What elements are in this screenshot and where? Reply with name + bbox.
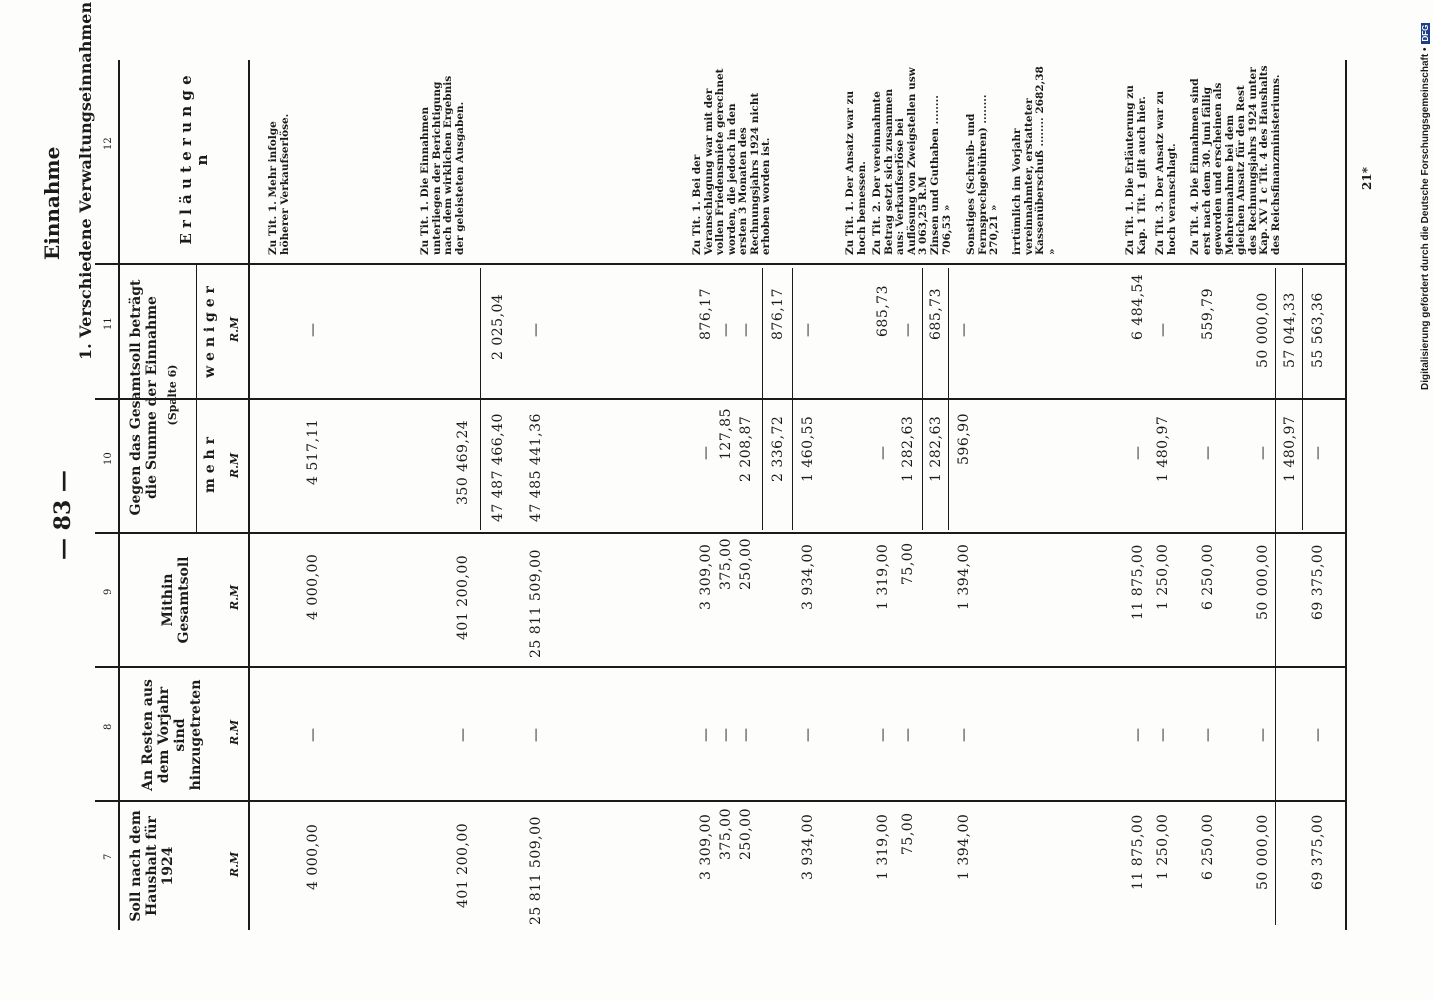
unit-reste: R.M: [228, 719, 241, 745]
table-cell-mehr: 350 469,24: [455, 419, 471, 505]
unit-soll: R.M: [228, 851, 241, 877]
table-cell-soll: 1 319,00: [875, 813, 891, 880]
subtotal-rule: [762, 268, 763, 530]
subtotal-rule: [922, 268, 923, 530]
table-cell-gesamtsoll: 69 375,00: [1310, 544, 1326, 620]
table-cell-gesamtsoll: 3 934,00: [800, 543, 816, 610]
header-gegen: Gegen das Gesamtsoll beträgt die Summe der Einnahme: [128, 279, 160, 516]
table-cell-mehr: —: [698, 445, 714, 460]
column-divider-5: [95, 263, 1345, 265]
table-cell-mehr: 1 282,63: [928, 415, 944, 482]
table-cell-reste: —: [528, 727, 544, 742]
table-cell-gesamtsoll: 11 875,00: [1130, 544, 1146, 620]
table-cell-weniger: 876,17: [770, 288, 786, 340]
table-cell-gesamtsoll: 6 250,00: [1200, 543, 1216, 610]
unit-mehr: R.M: [228, 452, 241, 478]
table-cell-gesamtsoll: 375,00: [718, 538, 734, 590]
note-4c: Zinsen und Guthaben ........ 706,53 »: [929, 95, 953, 255]
table-cell-reste: —: [1155, 727, 1171, 742]
note-2: Zu Tit. 1. Die Einnahmen unterliegen der Berichtigung nach dem wirklichen Ergebnis der geleisteten Ausgaben.: [419, 75, 466, 255]
table-cell-mehr: 1 460,55: [800, 415, 816, 482]
digitization-credit: [1418, 10, 1432, 390]
table-cell-soll: 69 375,00: [1310, 814, 1326, 890]
table-cell-soll: 3 309,00: [698, 813, 714, 880]
table-cell-reste: —: [1255, 727, 1271, 742]
note-5b: Zu Tit. 3. Der Ansatz war zu hoch veranschlagt.: [1154, 90, 1178, 255]
note-3: Zu Tit. 1. Bei der Veranschlagung war mit der vollen Friedensmiete gerechnet worden, die jedoch in den ersten 3 Monaten des Rechnungsjahrs 1924 nicht erhoben worden ist.: [691, 68, 772, 255]
note-5c: Zu Tit. 4. Die Einnahmen sind erst nach dem 30. Juni fällig geworden und erscheinen als Mehreinnahme bei dem gleichen Ansatz für den Rest des Rechnungsjahrs 1924 unter Kap. XV 1 c Tit. 4 des Haushalts des Reichsfinanzministeriums.: [1189, 65, 1282, 255]
table-cell-mehr: 47 485 441,36: [528, 413, 544, 522]
table-cell-mehr: —: [1310, 445, 1326, 460]
column-number-11: 11: [103, 317, 114, 330]
table-cell-mehr: —: [1200, 445, 1216, 460]
table-cell-soll: 401 200,00: [455, 822, 471, 908]
table-cell-weniger: —: [900, 322, 916, 337]
table-cell-gesamtsoll: 250,00: [738, 538, 754, 590]
table-cell-weniger: 50 000,00: [1255, 292, 1271, 368]
column-number-10: 10: [103, 452, 114, 465]
table-cell-mehr: 1 480,97: [1282, 415, 1298, 482]
subtotal-rule: [480, 268, 481, 530]
table-cell-weniger: —: [800, 322, 816, 337]
table-cell-weniger: 6 484,54: [1130, 273, 1146, 340]
subtotal-rule: [792, 268, 793, 530]
note-1: Zu Tit. 1. Mehr infolge höherer Verkaufserlöse.: [267, 113, 291, 255]
table-cell-weniger: —: [1155, 322, 1171, 337]
table-cell-gesamtsoll: 1 250,00: [1155, 543, 1171, 610]
table-cell-soll: 6 250,00: [1200, 813, 1216, 880]
section-subtitle: 1. Verschiedene Verwaltungseinnahmen: [76, 1, 95, 360]
header-soll: Soll nach dem Haushalt für 1924: [128, 810, 176, 922]
table-cell-reste: —: [738, 727, 754, 742]
table-cell-reste: —: [305, 727, 321, 742]
table-cell-gesamtsoll: 25 811 509,00: [528, 549, 544, 658]
table-cell-reste: —: [1310, 727, 1326, 742]
note-4e: irrtümlich im Vorjahr vereinnahmter, erstatteter Kassenüberschuß ........ 2682,38 »: [1011, 66, 1058, 255]
table-cell-mehr: 47 487 466,40: [490, 413, 506, 522]
table-cell-gesamtsoll: 1 319,00: [875, 543, 891, 610]
subtotal-rule: [948, 268, 949, 530]
unit-weniger: R.M: [228, 316, 241, 342]
column-divider-4: [95, 398, 1345, 400]
table-cell-gesamtsoll: 75,00: [900, 542, 916, 585]
column-number-12: 12: [103, 137, 114, 150]
table-cell-reste: —: [800, 727, 816, 742]
table-cell-gesamtsoll: 401 200,00: [455, 554, 471, 640]
table-cell-weniger: —: [956, 322, 972, 337]
table-cell-mehr: —: [875, 445, 891, 460]
header-weniger: w e n i g e r: [202, 286, 218, 378]
mehr-weniger-divider: [196, 399, 248, 400]
table-cell-weniger: 57 044,33: [1282, 292, 1298, 368]
header-reste: An Resten aus dem Vorjahr sind hinzugetreten: [140, 679, 204, 791]
table-cell-gesamtsoll: 50 000,00: [1255, 544, 1271, 620]
table-cell-reste: —: [875, 727, 891, 742]
footer-mark: 21*: [1360, 167, 1374, 190]
table-cell-reste: —: [956, 727, 972, 742]
table-cell-weniger: 55 563,36: [1310, 292, 1326, 368]
table-cell-soll: 3 934,00: [800, 813, 816, 880]
table-cell-gesamtsoll: 1 394,00: [956, 543, 972, 610]
table-cell-weniger: 685,73: [928, 288, 944, 340]
note-5a: Zu Tit. 1. Die Erläuterung zu Kap. 1 Tit. 1 gilt auch hier.: [1124, 85, 1148, 255]
table-cell-weniger: 685,73: [875, 285, 891, 337]
table-cell-reste: —: [455, 727, 471, 742]
table-cell-reste: —: [718, 727, 734, 742]
table-cell-weniger: —: [738, 322, 754, 337]
note-4b: Zu Tit. 2. Der vereinnahmte Betrag setzt sich zusammen aus: Verkaufserlöse bei Auflösung von Zweigstellen usw 3 063,25 R.M: [871, 67, 929, 255]
table-cell-mehr: 596,90: [956, 413, 972, 465]
column-number-7: 7: [103, 853, 114, 860]
table-cell-mehr: 127,85: [718, 408, 734, 460]
unit-gesamtsoll: R.M: [228, 584, 241, 610]
column-divider-3: [95, 532, 1345, 534]
subtotal-rule: [1275, 268, 1276, 925]
table-cell-soll: 250,00: [738, 808, 754, 860]
table-cell-gesamtsoll: 4 000,00: [305, 553, 321, 620]
table-cell-weniger: 2 025,04: [490, 293, 506, 360]
note-4d: Sonstiges (Schreib- und Fernsprechgebühren) ........ 270,21 »: [965, 94, 1000, 255]
table-cell-weniger: —: [528, 322, 544, 337]
page-number: — 83 —: [50, 470, 76, 560]
header-mehr: m e h r: [202, 437, 218, 493]
table-cell-reste: —: [1200, 727, 1216, 742]
table-cell-soll: 75,00: [900, 812, 916, 855]
table-cell-soll: 25 811 509,00: [528, 816, 544, 925]
note-4a: Zu Tit. 1. Der Ansatz war zu hoch bemessen.: [844, 90, 868, 255]
table-cell-mehr: 4 517,11: [305, 418, 321, 485]
subtotal-rule: [1302, 268, 1303, 530]
table-cell-mehr: 2 336,72: [770, 415, 786, 482]
table-cell-reste: —: [1130, 727, 1146, 742]
table-cell-mehr: 1 480,97: [1155, 415, 1171, 482]
table-cell-gesamtsoll: 3 309,00: [698, 543, 714, 610]
table-cell-soll: 1 250,00: [1155, 813, 1171, 880]
column-divider-1: [95, 800, 1345, 802]
table-cell-reste: —: [698, 727, 714, 742]
table-cell-soll: 50 000,00: [1255, 814, 1271, 890]
table-cell-weniger: 559,79: [1200, 288, 1216, 340]
table-cell-weniger: —: [305, 322, 321, 337]
table-bottom-rule: [1345, 60, 1347, 930]
table-cell-soll: 4 000,00: [305, 823, 321, 890]
table-cell-soll: 375,00: [718, 808, 734, 860]
section-title: Einnahme: [40, 146, 64, 260]
table-cell-mehr: 1 282,63: [900, 415, 916, 482]
column-divider-2: [95, 666, 1345, 668]
column-number-9: 9: [103, 588, 114, 595]
table-cell-mehr: —: [1255, 445, 1271, 460]
table-cell-soll: 1 394,00: [956, 813, 972, 880]
table-cell-soll: 11 875,00: [1130, 814, 1146, 890]
table-cell-weniger: —: [718, 322, 734, 337]
column-number-8: 8: [103, 723, 114, 730]
table-cell-mehr: —: [1130, 445, 1146, 460]
table-cell-reste: —: [900, 727, 916, 742]
dfg-logo: DFG: [1420, 24, 1430, 42]
digitization-credit-text: Digitalisierung gefördert durch die Deutsche Forschungsgemeinschaft •: [1419, 47, 1431, 390]
header-erlaeuterungen: E r l ä u t e r u n g e n: [177, 75, 211, 245]
header-gesamtsoll: Mithin Gesamtsoll: [160, 556, 192, 644]
table-cell-weniger: 876,17: [698, 288, 714, 340]
table-cell-mehr: 2 208,87: [738, 415, 754, 482]
header-gegen-sub: (Spalte 6): [166, 364, 179, 426]
